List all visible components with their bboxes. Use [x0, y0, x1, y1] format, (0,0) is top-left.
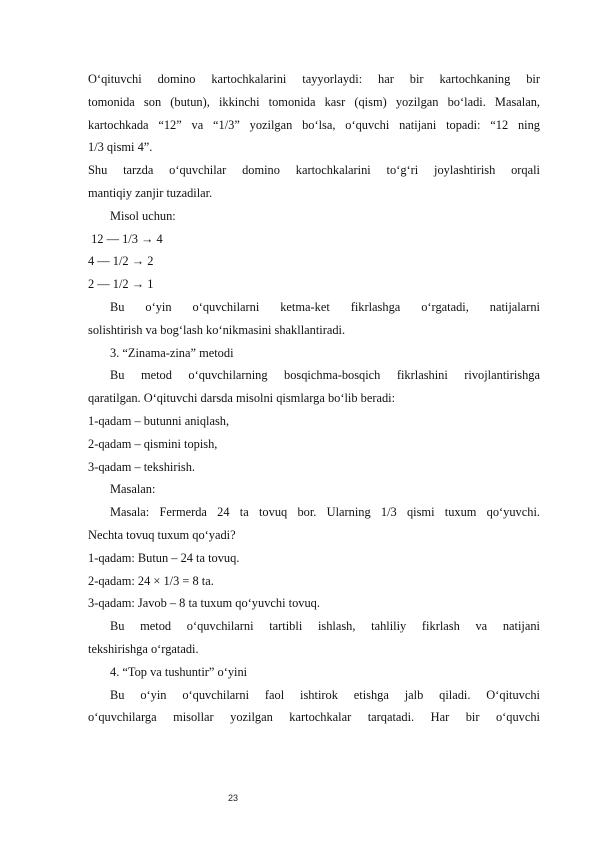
paragraph-line: 1/3 qismi 4”.	[88, 140, 153, 155]
paragraph-line: O‘qituvchi domino kartochkalarini tayyorlaydi: har bir kartochkaning bir	[88, 72, 540, 86]
paragraph-line: Shu tarzda o‘quvchilar domino kartochkalarini to‘g‘ri joylashtirish orqali	[88, 163, 540, 178]
paragraph-line: mantiqiy zanjir tuzadilar.	[88, 185, 213, 200]
step-line: 2-qadam: 24 × 1/3 = 8 ta.	[88, 573, 214, 588]
problem-line: Masala: Fermerda 24 ta tovuq bor. Ularning 1/3 qismi tuxum qo‘yuvchi.	[110, 505, 540, 520]
paragraph-line: tekshirishga o‘rgatadi.	[88, 641, 199, 656]
step-line: 3-qadam – tekshirish.	[88, 459, 196, 474]
step-line: 1-qadam – butunni aniqlash,	[88, 413, 230, 428]
example-line: 2 — 1/2 → 1	[88, 277, 154, 292]
paragraph-line: solishtirish va bog‘lash ko‘nikmasini shakllantiradi.	[88, 322, 346, 337]
step-line: 3-qadam: Javob – 8 ta tuxum qo‘yuvchi tovuq.	[88, 596, 320, 611]
example-label: Masalan:	[110, 482, 156, 497]
paragraph-line: Bu metod o‘quvchilarni tartibli ishlash, tahliliy fikrlash va natijani	[110, 619, 540, 634]
paragraph-line: Bu metod o‘quvchilarning bosqichma-bosqich fikrlashini rivojlantirishga	[110, 368, 540, 383]
body-text	[88, 68, 540, 729]
section-heading: 3. “Zinama-zina” metodi	[110, 345, 234, 360]
paragraph-line: Bu o‘yin o‘quvchilarni ketma-ket fikrlashga o‘rgatadi, natijalarni	[110, 299, 540, 314]
problem-line: Nechta tovuq tuxum qo‘yadi?	[88, 527, 236, 542]
section-heading: 4. “Top va tushuntir” o‘yini	[110, 664, 248, 679]
example-line: 4 — 1/2 → 2	[88, 254, 154, 269]
paragraph-line: o‘quvchilarga misollar yozilgan kartochkalar tarqatadi. Har bir o‘quvchi	[88, 710, 540, 725]
step-line: 2-qadam – qismini topish,	[88, 436, 218, 451]
example-label: Misol uchun:	[110, 208, 176, 223]
paragraph-line: kartochkada “12” va “1/3” yozilgan bo‘lsa, o‘quvchi natijani topadi: “12 ning	[88, 117, 540, 132]
paragraph-line: qaratilgan. O‘qituvchi darsda misolni qismlarga bo‘lib beradi:	[88, 391, 396, 406]
page-number: 23	[228, 793, 239, 803]
paragraph-line: tomonida son (butun), ikkinchi tomonida kasr (qism) yozilgan bo‘ladi. Masalan,	[88, 94, 540, 109]
paragraph-line: Bu o‘yin o‘quvchilarni faol ishtirok etishga jalb qiladi. O‘qituvchi	[110, 687, 540, 702]
step-line: 1-qadam: Butun – 24 ta tovuq.	[88, 550, 240, 565]
example-line: 12 — 1/3 → 4	[88, 231, 163, 246]
